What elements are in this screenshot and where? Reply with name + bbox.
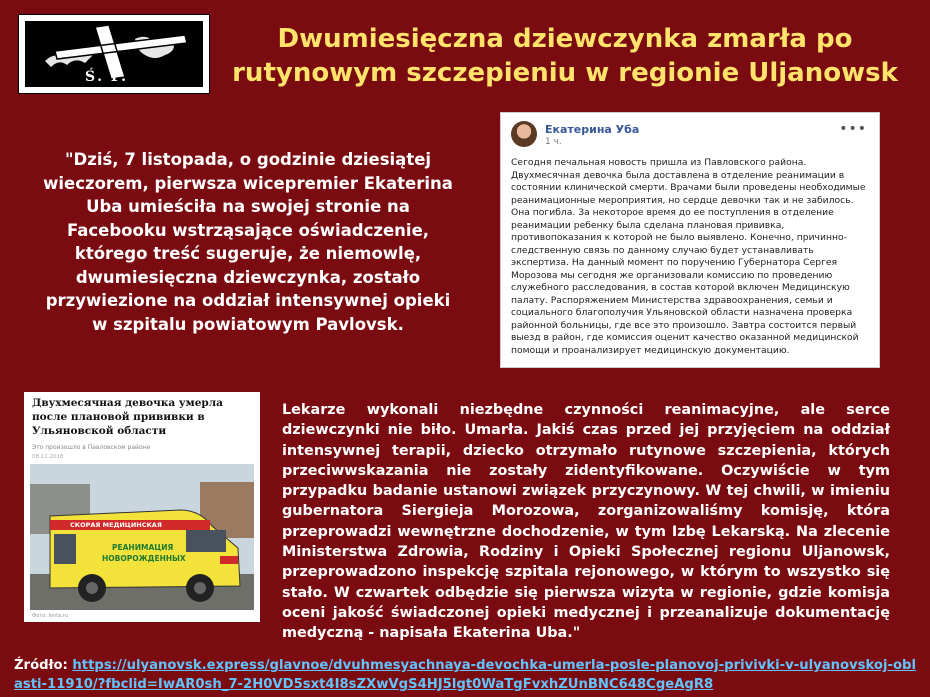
- source-line: [14, 656, 919, 694]
- ambulance-text-top: СКОРАЯ МЕДИЦИНСКАЯ: [70, 521, 162, 529]
- logo-caption: Ś. P.: [85, 69, 128, 85]
- ambulance-text-mid: РЕАНИМАЦИЯ: [112, 543, 174, 552]
- news-subline: Это произошло в Павловском районе: [32, 444, 151, 451]
- facebook-post-screenshot: [500, 112, 880, 368]
- news-date: 08.11.2018: [32, 454, 64, 460]
- ambulance-photo: [30, 464, 254, 610]
- page-title: [220, 22, 910, 90]
- post-time: 1 ч.: [545, 137, 562, 147]
- post-author: Екатерина Уба: [545, 123, 640, 136]
- facebook-post-header: [511, 121, 869, 151]
- ambulance-text-low: НОВОРОЖДЕННЫХ: [102, 554, 186, 563]
- intro-quote: "Dziś, 7 listopada, o godzinie dziesiątej wieczorem, pierwsza wicepremier Ekaterina Uba umieściła na swojej stronie na Facebooku wstrząsające oświadczenie, którego treść sugeruje, że niemowlę, dwumiesięczna dziewczynka, zostało przywiezione na oddział intensywnej opieki w szpitalu powiatowym Pavlovsk.: [43, 150, 453, 334]
- photo-credit: Фото: lenta.ru: [32, 613, 69, 619]
- mourning-logo: [18, 14, 210, 94]
- post-text: Сегодня печальная новость пришла из Павловского района. Двухмесячная девочка была доставлена в отделение реанимации в состоянии клинической смерти. Врачами были проведены необходимые реанимационные мероприятия, но сердце девочки так и не забилось. Она погибла. За некоторое время до ее поступления в отделение реанимации ребенку была сделана плановая прививка, противопоказания к которой не было выявлено. Конечно, причинно-следственную связь по данному случаю будет устанавливать экспертиза. На данный момент по поручению Губернатора Сергея Морозова мы сегодня же организовали комиссию по проведению служебного расследования, в состав которой включен Медицинскую палату. Распоряжением Министерства здравоохранения, семьи и социального благополучия Ульяновской области назначена проверка районной больницы, где все это произошло. Завтра состоится первый выезд в район, где комиссия оценит качество оказанной медицинской помощи и проанализирует медицинскую документацию.: [511, 157, 866, 356]
- more-options-icon: •••: [839, 121, 867, 137]
- source-link[interactable]: https://ulyanovsk.express/glavnoe/dvuhmesyachnaya-devochka-umerla-posle-planovoj-privivki-v-ulyanovskoj-oblasti-11910/?fbclid=IwAR0sh_7-2H0VD5sxt4I8sZXwVgS4HJ5lgt0WaTgFvxhZUnBNC648CgeAgR8: [14, 658, 916, 692]
- news-clipping: [24, 392, 260, 622]
- title-line-1: Dwumiesięczna dziewczynka zmarła po: [277, 24, 853, 54]
- avatar: [511, 121, 537, 147]
- source-label: Źródło:: [14, 658, 68, 673]
- mourning-cross-icon: [25, 21, 203, 87]
- title-line-2: rutynowym szczepieniu w regionie Uljanowsk: [232, 58, 898, 88]
- news-headline: Двухмесячная девочка умерла после плановой прививки в Ульяновской области: [32, 397, 223, 437]
- translated-statement: Lekarze wykonali niezbędne czynności reanimacyjne, ale serce dziewczynki nie biło. Umarła. Jakiś czas przed jej przyjęciem na oddział intensywnej terapii, dziecko otrzymało rutynowe szczepienia, których przeciwwskazania nie zostały zidentyfikowane. Oczywiście w tym przypadku badanie ustanowi związek przyczynowy. W tej chwili, w imieniu gubernatora Siergieja Morozowa, zorganizowaliśmy komisję, która przeprowadzi wewnętrzne dochodzenie, w tym Izbę Lekarską. Na zlecenie Ministerstwa Zdrowia, Rodziny i Opieki Społecznej regionu Uljanowsk, przeprowadzono inspekcję szpitala rejonowego, w którym to wszystko się stało. W czwartek odbędzie się pierwsza wizyta w regionie, gdzie komisja oceni jakość świadczonej opieki medycznej i przeanalizuje dokumentację medyczną - napisała Ekaterina Uba.": [282, 402, 890, 642]
